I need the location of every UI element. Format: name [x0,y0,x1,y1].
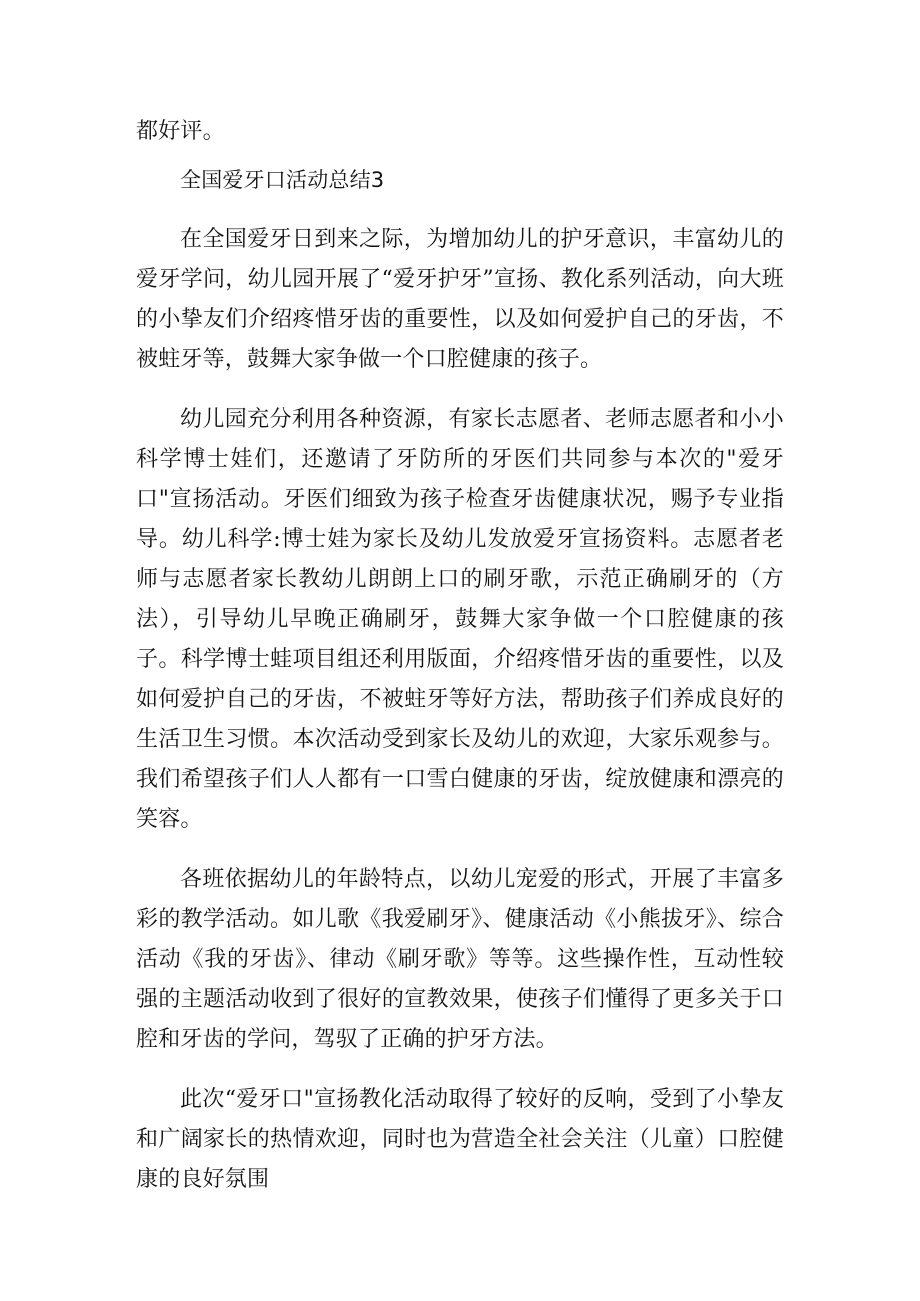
paragraph-2: 幼儿园充分利用各种资源，有家长志愿者、老师志愿者和小小科学博士娃们，还邀请了牙防所的牙医们共同参与本次的"爱牙口"宣扬活动。牙医们细致为孩子检查牙齿健康状况，赐予专业指导。幼儿科学:博士娃为家长及幼儿发放爱牙宣扬资料。志愿者老师与志愿者家长教幼儿朗朗上口的刷牙歌，示范正确刷牙的（方法），引导幼儿早晚正确刷牙，鼓舞大家争做一个口腔健康的孩子。科学博士蛙项目组还利用版面，介绍疼惜牙齿的重要性，以及如何爱护自己的牙齿，不被蛀牙等好方法，帮助孩子们养成良好的生活卫生习惯。本次活动受到家长及幼儿的欢迎，大家乐观参与。我们希望孩子们人人都有一口雪白健康的牙齿，绽放健康和漂亮的笑容。 [136,407,784,832]
paragraph-4: 此次“爱牙口"宣扬教化活动取得了较好的反响，受到了小挚友和广阔家长的热情欢迎，同时也为营造全社会关注（儿童）口腔健康的良好氛围 [136,1087,784,1192]
paragraph-3: 各班依据幼儿的年龄特点，以幼儿宠爱的形式，开展了丰富多彩的教学活动。如儿歌《我爱刷牙》、健康活动《小熊拔牙》、综合活动《我的牙齿》、律动《刷牙歌》等等。这些操作性，互动性较强的主题活动收到了很好的宣教效果，使孩子们懂得了更多关于口腔和牙齿的学问，驾驭了正确的护牙方法。 [136,867,784,1052]
document-body [136,112,784,1200]
continuation-text: 都好评。 [136,119,225,144]
section-heading: 全国爱牙口活动总结3 [180,168,385,192]
paragraph-1: 在全国爱牙日到来之际，为增加幼儿的护牙意识，丰富幼儿的爱牙学问，幼儿园开展了“爱牙护牙”宣扬、教化系列活动，向大班的小挚友们介绍疼惜牙齿的重要性，以及如何爱护自己的牙齿，不被蛀牙等，鼓舞大家争做一个口腔健康的孩子。 [136,227,784,372]
